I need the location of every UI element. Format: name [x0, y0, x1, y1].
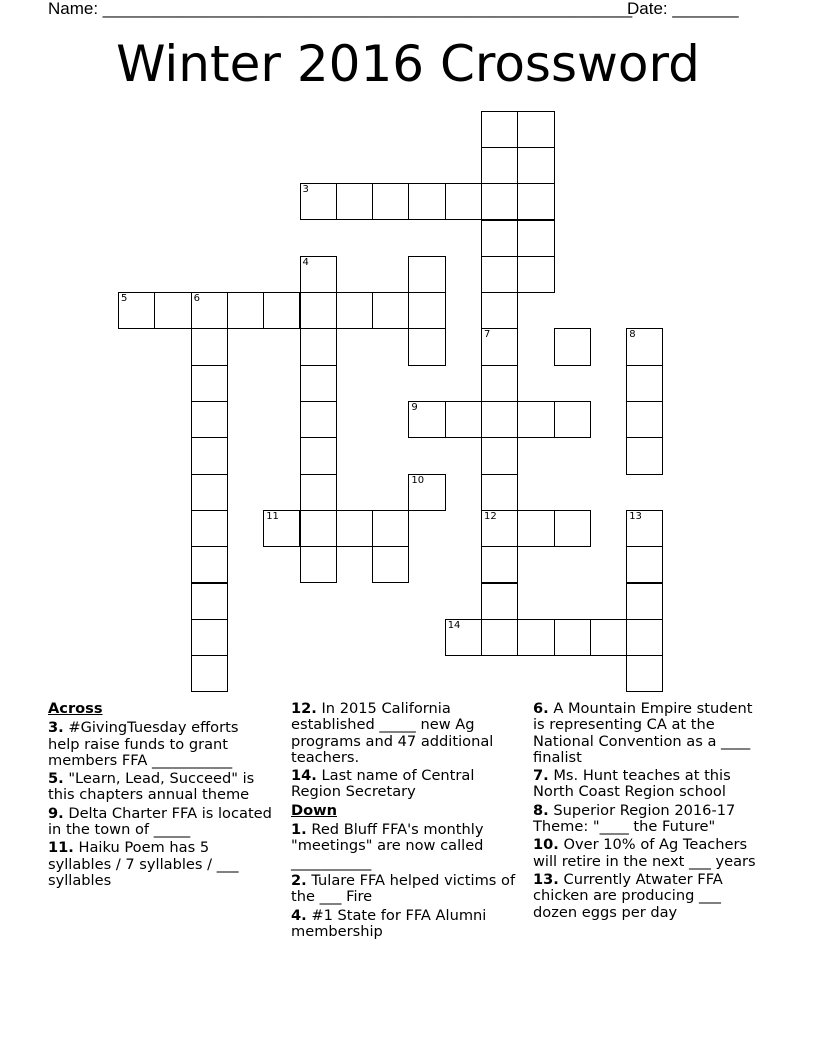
clue-number-label: 5 — [121, 293, 128, 305]
grid-cell[interactable] — [626, 401, 663, 438]
clue-text: #GivingTuesday efforts help raise funds to grant members FFA ___________ — [48, 719, 239, 769]
grid-cell[interactable] — [554, 510, 591, 547]
grid-cell[interactable] — [481, 401, 518, 438]
grid-cell[interactable] — [408, 474, 445, 511]
clue-number: 13. — [533, 870, 559, 888]
page-title: Winter 2016 Crossword — [116, 35, 700, 93]
date-field-label: Date: _______ — [627, 0, 739, 18]
grid-cell[interactable] — [481, 619, 518, 656]
clue-number: 4. — [291, 906, 307, 924]
grid-cell[interactable] — [481, 546, 518, 583]
grid-cell[interactable] — [191, 583, 228, 620]
grid-cell[interactable] — [517, 220, 554, 257]
grid-cell[interactable] — [300, 546, 337, 583]
grid-cell[interactable] — [517, 256, 554, 293]
grid-cell[interactable] — [626, 655, 663, 692]
grid-cell[interactable] — [191, 655, 228, 692]
grid-cell[interactable] — [336, 183, 373, 220]
grid-cell[interactable] — [336, 510, 373, 547]
grid-cell[interactable] — [445, 401, 482, 438]
grid-cell[interactable] — [481, 510, 518, 547]
grid-cell[interactable] — [300, 437, 337, 474]
grid-cell[interactable] — [408, 256, 445, 293]
grid-cell[interactable] — [191, 292, 228, 329]
grid-cell[interactable] — [626, 365, 663, 402]
grid-cell[interactable] — [481, 474, 518, 511]
grid-cell[interactable] — [372, 183, 409, 220]
grid-cell[interactable] — [481, 292, 518, 329]
name-field-label: Name: ________________________________________________________ — [48, 0, 633, 18]
clue-number: 5. — [48, 770, 64, 788]
grid-cell[interactable] — [408, 183, 445, 220]
clue-number: 1. — [291, 821, 307, 839]
grid-cell[interactable] — [191, 437, 228, 474]
grid-cell[interactable] — [517, 401, 554, 438]
grid-cell[interactable] — [191, 328, 228, 365]
clue-across-5 — [48, 771, 273, 804]
grid-cell[interactable] — [517, 619, 554, 656]
grid-cell[interactable] — [590, 619, 627, 656]
clue-number: 11. — [48, 839, 74, 857]
grid-cell[interactable] — [626, 583, 663, 620]
grid-cell[interactable] — [626, 619, 663, 656]
grid-cell[interactable] — [481, 256, 518, 293]
clue-number: 7. — [533, 767, 549, 785]
grid-cell[interactable] — [300, 401, 337, 438]
clue-down-6 — [533, 701, 761, 766]
grid-cell[interactable] — [554, 328, 591, 365]
clue-down-7 — [533, 768, 761, 801]
clue-number-label: 13 — [629, 510, 642, 522]
grid-cell[interactable] — [626, 328, 663, 365]
clue-number: 9. — [48, 804, 64, 822]
grid-cell[interactable] — [445, 619, 482, 656]
clue-number-label: 4 — [302, 256, 309, 268]
clue-number: 14. — [291, 767, 317, 785]
grid-cell[interactable] — [626, 437, 663, 474]
clues-column-2 — [291, 701, 516, 942]
grid-cell[interactable] — [300, 292, 337, 329]
grid-cell[interactable] — [118, 292, 155, 329]
grid-cell[interactable] — [154, 292, 191, 329]
grid-cell[interactable] — [300, 328, 337, 365]
grid-cell[interactable] — [372, 546, 409, 583]
grid-cell[interactable] — [300, 365, 337, 402]
grid-cell[interactable] — [408, 292, 445, 329]
grid-cell[interactable] — [481, 147, 518, 184]
down-heading: Down — [291, 801, 338, 819]
grid-cell[interactable] — [372, 292, 409, 329]
clue-number: 6. — [533, 700, 549, 717]
grid-cell[interactable] — [481, 328, 518, 365]
grid-cell[interactable] — [481, 183, 518, 220]
grid-cell[interactable] — [191, 365, 228, 402]
clues-column-3 — [533, 701, 761, 923]
clue-text: Delta Charter FFA is located in the town of _____ — [48, 804, 272, 839]
grid-cell[interactable] — [227, 292, 264, 329]
grid-cell[interactable] — [300, 256, 337, 293]
grid-cell[interactable] — [191, 401, 228, 438]
clue-down-8 — [533, 803, 761, 836]
clue-text: A Mountain Empire student is representing CA at the National Convention as a ____ finalist — [533, 700, 753, 766]
grid-cell[interactable] — [445, 183, 482, 220]
grid-cell[interactable] — [481, 583, 518, 620]
grid-cell[interactable] — [481, 437, 518, 474]
clue-text: Ms. Hunt teaches at this North Coast Region school — [533, 767, 731, 801]
grid-cell[interactable] — [300, 510, 337, 547]
clue-number-label: 9 — [411, 402, 418, 413]
grid-cell[interactable] — [554, 619, 591, 656]
grid-cell[interactable] — [626, 546, 663, 583]
grid-cell[interactable] — [517, 147, 554, 184]
clue-number: 12. — [291, 700, 317, 717]
clue-number: 3. — [48, 719, 64, 737]
clue-text: Currently Atwater FFA chicken are producing ___ dozen eggs per day — [533, 870, 723, 921]
grid-cell[interactable] — [481, 365, 518, 402]
grid-cell[interactable] — [408, 328, 445, 365]
clue-down-13 — [533, 872, 761, 921]
grid-cell[interactable] — [263, 292, 300, 329]
clue-text: Over 10% of Ag Teachers will retire in the next ___ years — [533, 836, 756, 870]
grid-cell[interactable] — [626, 510, 663, 547]
clue-across-9 — [48, 806, 273, 839]
clue-number-label: 3 — [302, 184, 309, 196]
clue-text: "Learn, Lead, Succeed" is this chapters annual theme — [48, 770, 255, 804]
grid-cell[interactable] — [300, 183, 337, 220]
clue-number-label: 14 — [447, 619, 461, 631]
grid-cell[interactable] — [263, 510, 300, 547]
grid-cell[interactable] — [191, 546, 228, 583]
clue-number-label: 11 — [266, 510, 279, 522]
grid-cell[interactable] — [191, 474, 228, 511]
clue-text: In 2015 California established _____ new Ag programs and 47 additional teachers. — [291, 700, 494, 766]
clue-number-label: 6 — [193, 293, 200, 305]
clue-number-label: 8 — [629, 329, 636, 341]
across-heading: Across — [48, 700, 103, 717]
clue-across-14 — [291, 768, 516, 801]
clue-down-10 — [533, 837, 761, 870]
grid-cell[interactable] — [336, 292, 373, 329]
clue-text: Last name of Central Region Secretary — [291, 767, 475, 801]
clue-number-label: 10 — [411, 474, 425, 486]
grid-cell[interactable] — [517, 183, 554, 220]
clue-down-1 — [291, 822, 516, 871]
clue-text: #1 State for FFA Alumni membership — [291, 906, 487, 940]
clue-number: 8. — [533, 801, 549, 819]
grid-cell[interactable] — [372, 510, 409, 547]
grid-cell[interactable] — [481, 111, 518, 148]
grid-cell[interactable] — [300, 474, 337, 511]
clue-down-2 — [291, 873, 516, 906]
clue-text: Haiku Poem has 5 syllables / 7 syllables / ___ syllables — [48, 839, 239, 889]
clue-across-11 — [48, 840, 273, 889]
grid-cell[interactable] — [481, 220, 518, 257]
grid-cell[interactable] — [408, 401, 445, 438]
clue-across-3 — [48, 720, 273, 769]
clue-number: 10. — [533, 836, 559, 854]
clue-across-12 — [291, 701, 516, 766]
clue-down-4 — [291, 908, 516, 941]
clues-column-1 — [48, 701, 273, 891]
grid-cell[interactable] — [554, 401, 591, 438]
clue-number: 2. — [291, 871, 307, 889]
clue-number-label: 7 — [484, 329, 491, 341]
grid-cell[interactable] — [191, 510, 228, 547]
clue-text: Superior Region 2016-17 Theme: "____ the Future" — [533, 801, 736, 836]
grid-cell[interactable] — [517, 111, 554, 148]
clue-number-label: 12 — [484, 510, 497, 522]
clue-text: Tulare FFA helped victims of the ___ Fire — [291, 871, 516, 906]
grid-cell[interactable] — [517, 510, 554, 547]
clue-text: Red Bluff FFA's monthly "meetings" are now called ___________ — [291, 821, 484, 871]
grid-cell[interactable] — [191, 619, 228, 656]
